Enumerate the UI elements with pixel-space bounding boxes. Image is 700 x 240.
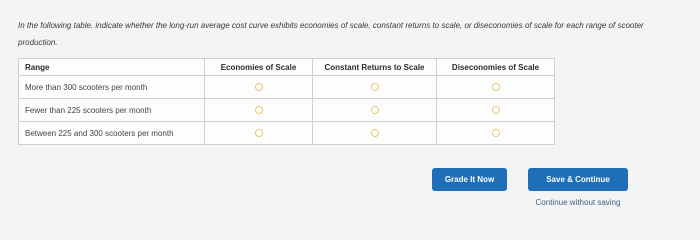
table-header-row bbox=[19, 59, 555, 76]
grade-it-now-button[interactable]: Grade It Now bbox=[432, 168, 507, 191]
radio-economies-of-scale[interactable] bbox=[255, 83, 263, 91]
header-economies-of-scale: Economies of Scale bbox=[205, 59, 313, 76]
radio-constant-returns[interactable] bbox=[371, 106, 379, 114]
table-row bbox=[19, 99, 555, 122]
radio-constant-returns[interactable] bbox=[371, 83, 379, 91]
table-row bbox=[19, 76, 555, 99]
header-diseconomies-of-scale: Diseconomies of Scale bbox=[437, 59, 555, 76]
row-label: Fewer than 225 scooters per month bbox=[19, 99, 205, 122]
row-label: Between 225 and 300 scooters per month bbox=[19, 122, 205, 145]
question-instructions: In the following table, indicate whether the long-run average cost curve exhibits economies of scale, constant returns to scale, or diseconomies of scale for each range of scooter production. bbox=[18, 21, 644, 47]
scale-classification-table bbox=[18, 58, 555, 145]
continue-without-saving-link[interactable]: Continue without saving bbox=[535, 198, 621, 207]
header-range: Range bbox=[19, 59, 205, 76]
radio-constant-returns[interactable] bbox=[371, 129, 379, 137]
row-label: More than 300 scooters per month bbox=[19, 76, 205, 99]
radio-economies-of-scale[interactable] bbox=[255, 129, 263, 137]
header-constant-returns: Constant Returns to Scale bbox=[313, 59, 437, 76]
radio-diseconomies-of-scale[interactable] bbox=[492, 83, 500, 91]
table-row bbox=[19, 122, 555, 145]
radio-diseconomies-of-scale[interactable] bbox=[492, 106, 500, 114]
save-and-continue-button[interactable]: Save & Continue bbox=[528, 168, 628, 191]
radio-diseconomies-of-scale[interactable] bbox=[492, 129, 500, 137]
radio-economies-of-scale[interactable] bbox=[255, 106, 263, 114]
